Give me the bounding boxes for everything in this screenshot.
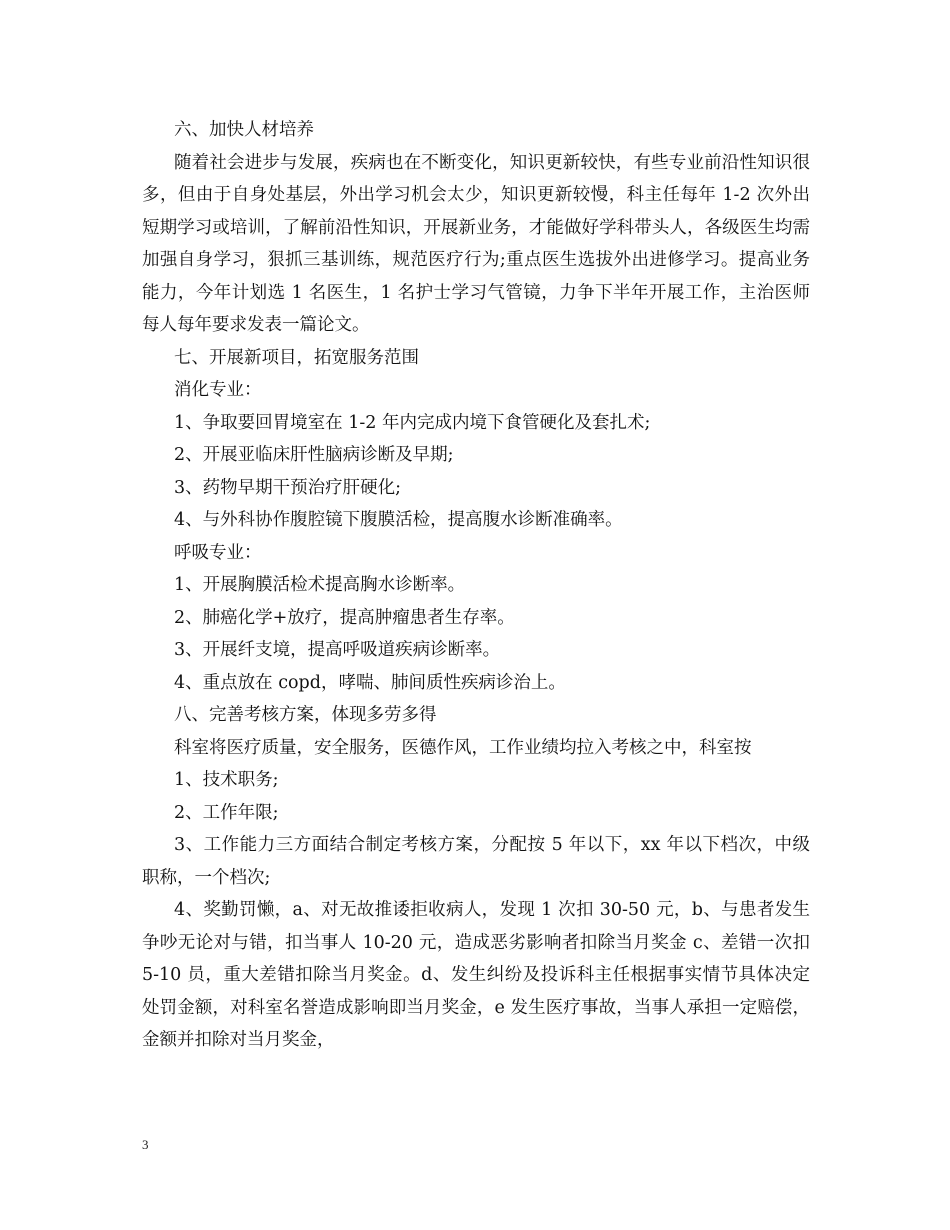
list-item: 1、争取要回胃境室在 1-2 年内完成内境下食管硬化及套扎术; bbox=[174, 412, 651, 433]
list-item: 1、技术职务; bbox=[174, 770, 279, 790]
list-item: 1、开展胸膜活检术提高胸水诊断率。 bbox=[174, 575, 466, 595]
list-item: 4、奖勤罚懒，a、对无故推诿拒收病人，发现 1 次扣 30-50 元，b、与患者发生争吵无论对与错，扣当事人 10-20 元，造成恶劣影响者扣除当月奖金 c、差错一次扣 5-10 员，重大差错扣除当月奖金。d、发生纠纷及投诉科主任根据事实情节具体决定处罚金额，对科室名誉造成影响即当月奖金，e 发生医疗事故，当事人承担一定赔偿，金额并扣除对当月奖金， bbox=[142, 900, 810, 1050]
subsection-label-digestive: 消化专业： bbox=[174, 380, 262, 400]
body-paragraph: 科室将医疗质量，安全服务，医德作风，工作业绩均拉入考核之中，科室按 bbox=[174, 737, 752, 758]
list-item: 2、开展亚临床肝性脑病诊断及早期; bbox=[174, 445, 454, 465]
document-body bbox=[142, 114, 810, 1057]
list-item: 3、药物早期干预治疗肝硬化; bbox=[174, 477, 402, 498]
page-number: 3 bbox=[142, 1137, 149, 1152]
list-item: 4、与外科协作腹腔镜下腹膜活检，提高腹水诊断准确率。 bbox=[174, 510, 623, 530]
list-item: 4、重点放在 copd，哮喘、肺间质性疾病诊治上。 bbox=[174, 672, 566, 693]
list-item: 3、工作能力三方面结合制定考核方案，分配按 5 年以下，xx 年以下档次，中级职称，一个档次; bbox=[142, 835, 810, 888]
section-heading-6: 六、加快人材培养 bbox=[174, 120, 314, 140]
body-paragraph: 随着社会进步与发展，疾病也在不断变化，知识更新较快，有些专业前沿性知识很多，但由于自身处基层，外出学习机会太少，知识更新较慢，科主任每年 1-2 次外出短期学习或培训，了解前沿性知识，开展新业务，才能做好学科带头人，各级医生均需加强自身学习，狠抓三基训练，规范医疗行为;重点医生选拔外出进修学习。提高业务能力，今年计划选 1 名医生，1 名护士学习气管镜，力争下半年开展工作，主治医师每人每年要求发表一篇论文。 bbox=[142, 152, 810, 335]
list-item: 2、工作年限; bbox=[174, 802, 279, 823]
list-item: 2、肺癌化学+放疗，提高肿瘤患者生存率。 bbox=[174, 607, 515, 628]
section-heading-8: 八、完善考核方案，体现多劳多得 bbox=[174, 705, 437, 725]
subsection-label-respiratory: 呼吸专业： bbox=[174, 542, 262, 563]
list-item: 3、开展纤支境，提高呼吸道疾病诊断率。 bbox=[174, 640, 501, 660]
section-heading-7: 七、开展新项目，拓宽服务范围 bbox=[174, 347, 419, 368]
